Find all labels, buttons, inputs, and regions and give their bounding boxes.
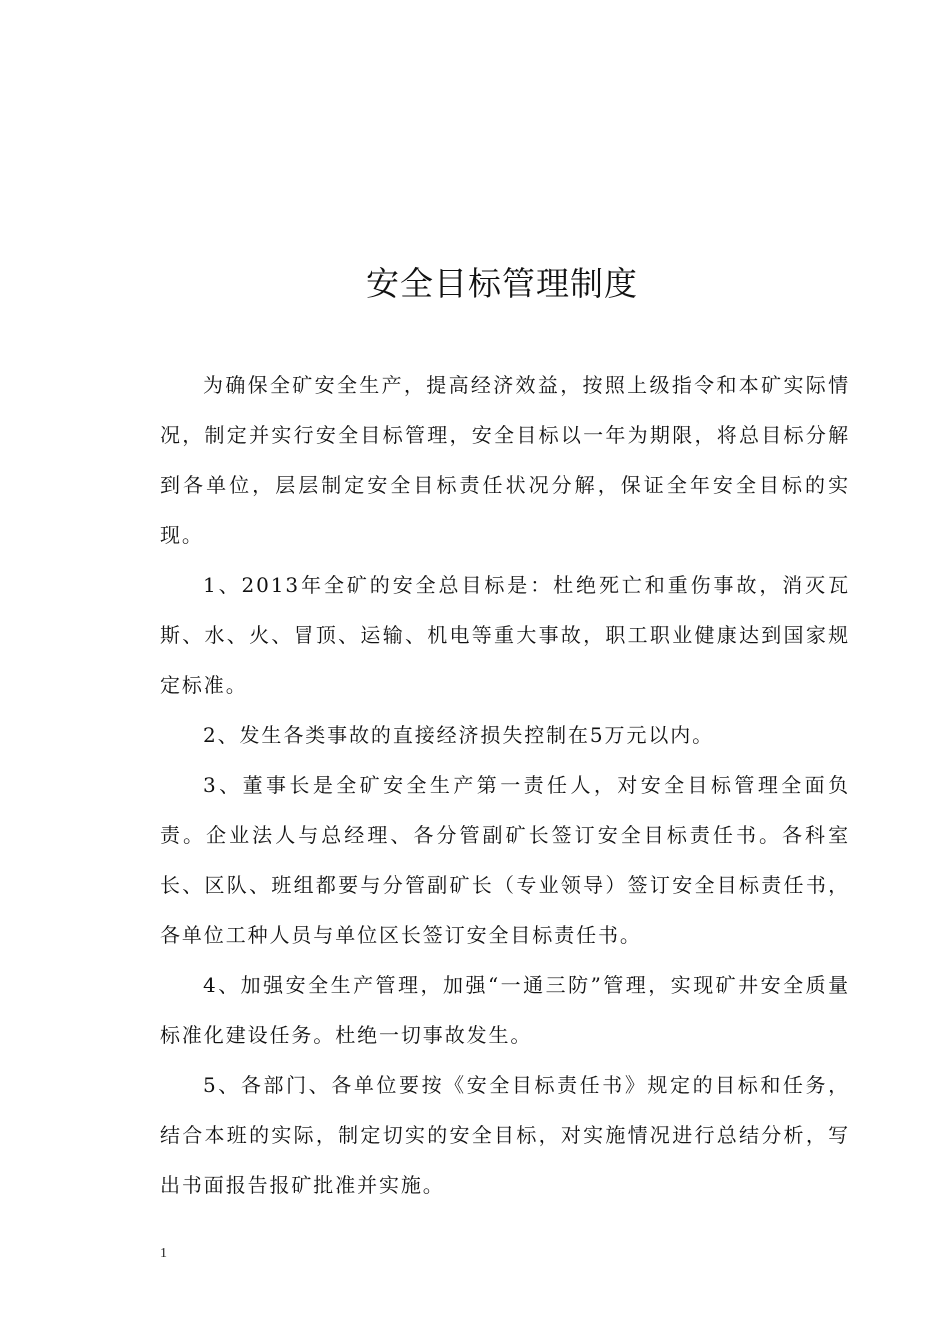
paragraph-item-2: 2、发生各类事故的直接经济损失控制在5万元以内。: [203, 723, 715, 747]
paragraph-item-3: 3、董事长是全矿安全生产第一责任人，对安全目标管理全面负责。企业法人与总经理、各分管副矿长签订安全目标责任书。各科室长、区队、班组都要与分管副矿长（专业领导）签订安全目标责任书，各单位工种人员与单位区长签订安全目标责任书。: [160, 773, 850, 947]
paragraph-item-5: 5、各部门、各单位要按《安全目标责任书》规定的目标和任务，结合本班的实际，制定切实的安全目标，对实施情况进行总结分析，写出书面报告报矿批准并实施。: [160, 1073, 850, 1197]
paragraph-item-1: 1、2013年全矿的安全总目标是：杜绝死亡和重伤事故，消灭瓦斯、水、火、冒顶、运输、机电等重大事故，职工职业健康达到国家规定标准。: [160, 573, 850, 697]
document-title: 安全目标管理制度: [366, 264, 638, 303]
document-body: [160, 360, 850, 1210]
paragraph-item-4: 4、加强安全生产管理，加强“一通三防”管理，实现矿井安全质量标准化建设任务。杜绝一切事故发生。: [160, 973, 850, 1047]
page-number: 1: [160, 1246, 167, 1261]
paragraph-intro: 为确保全矿安全生产，提高经济效益，按照上级指令和本矿实际情况，制定并实行安全目标管理，安全目标以一年为期限，将总目标分解到各单位，层层制定安全目标责任状况分解，保证全年安全目标的实现。: [160, 373, 850, 547]
